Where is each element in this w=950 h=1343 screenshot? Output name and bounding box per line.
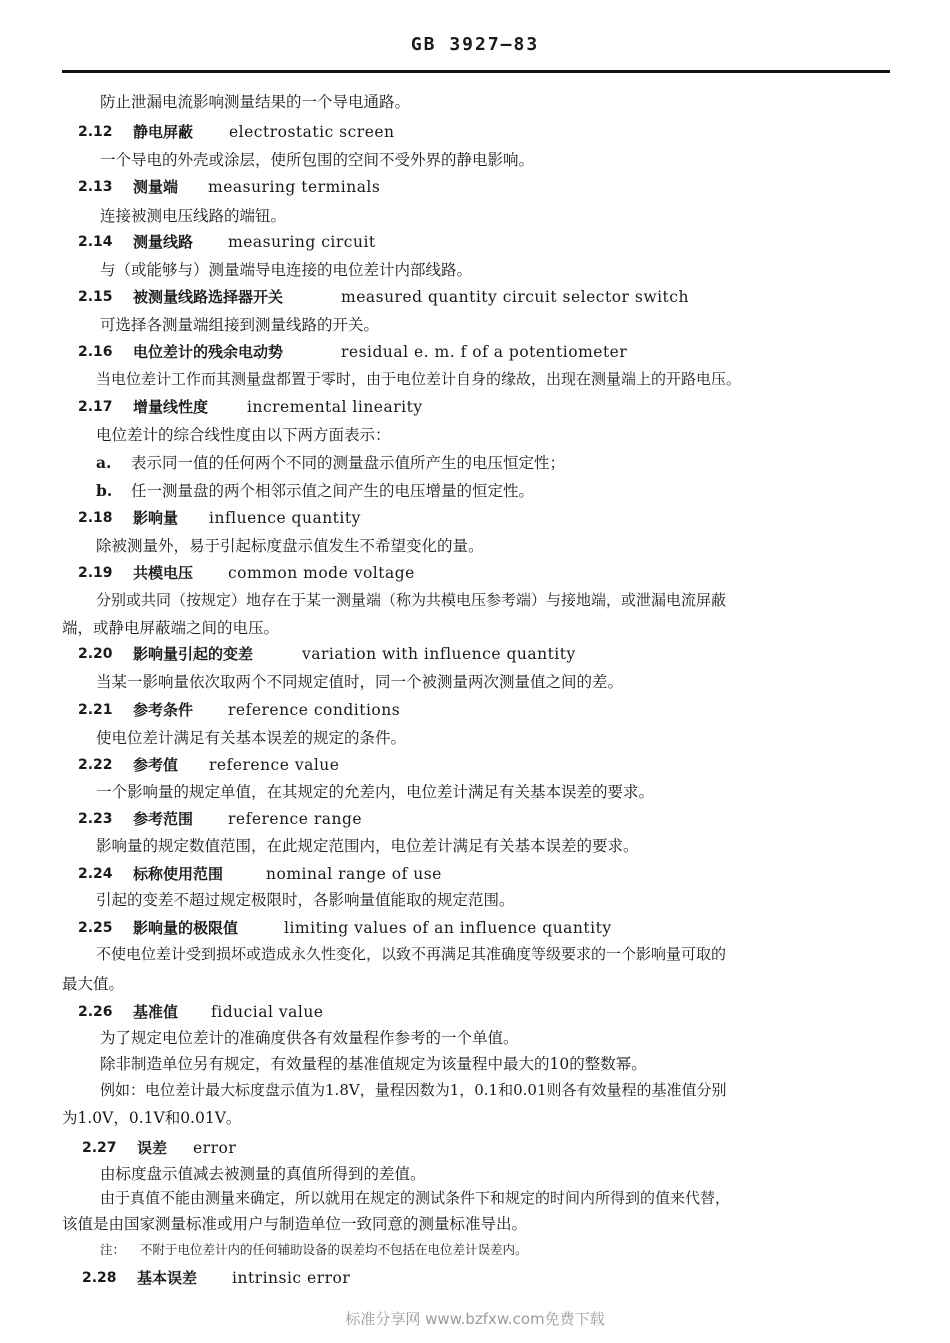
term-name: 误差 [137,1139,168,1157]
body-line: 例如：电位差计最大标度盘示值为1.8V，量程因数为1，0.1和0.01则各有效量程的基准值分别 [100,1081,727,1099]
term-english: measuring terminals [208,178,381,196]
list-text: 任一测量盘的两个相邻示值之间产生的电压增量的恒定性。 [131,482,535,500]
clause-number: 2.22 [78,757,113,773]
term-english: reference range [228,810,363,828]
body-line: 不使电位差计受到损坏或造成永久性变化，以致不再满足其准确度等级要求的一个影响量可取的 [96,945,727,963]
body-line: 使电位差计满足有关基本误差的规定的条件。 [96,729,407,747]
body-line: 该值是由国家测量标准或用户与制造单位一致同意的测量标准导出。 [62,1215,528,1233]
body-line: 除被测量外，易于引起标度盘示值发生不希望变化的量。 [96,537,484,555]
term-name: 增量线性度 [133,398,209,416]
term-name: 参考范围 [133,810,194,828]
body-line: 当电位差计工作而其测量盘都置于零时，由于电位差计自身的缘故，出现在测量端上的开路电压。 [96,370,742,388]
term-english: fiducial value [211,1003,324,1021]
body-line: 端，或静电屏蔽端之间的电压。 [62,619,280,637]
body-line: 可选择各测量端组接到测量线路的开关。 [100,316,380,334]
body-line: 影响量的规定数值范围，在此规定范围内，电位差计满足有关基本误差的要求。 [96,837,639,855]
list-text: 表示同一值的任何两个不同的测量盘示值所产生的电压恒定性； [131,454,566,472]
term-name: 影响量 [133,509,179,527]
term-name: 测量线路 [133,233,194,251]
term-english: measured quantity circuit selector switch [341,288,689,306]
term-english: influence quantity [209,509,361,527]
header-rule [62,70,890,73]
term-name: 测量端 [133,178,179,196]
term-name: 基准值 [133,1003,179,1021]
clause-number: 2.25 [78,920,113,936]
body-line: 引起的变差不超过规定极限时，各影响量值能取的规定范围。 [96,891,515,909]
term-name: 静电屏蔽 [133,123,194,141]
term-english: electrostatic screen [229,123,395,141]
body-line: 一个影响量的规定单值，在其规定的允差内，电位差计满足有关基本误差的要求。 [96,783,655,801]
body-line: 当某一影响量依次取两个不同规定值时，同一个被测量两次测量值之间的差。 [96,673,624,691]
term-english: residual e. m. f of a potentiometer [341,343,628,361]
note-text: 不附于电位差计内的任何辅助设备的误差均不包括在电位差计误差内。 [140,1242,528,1257]
body-line: 防止泄漏电流影响测量结果的一个导电通路。 [100,93,411,111]
body-line: 电位差计的综合线性度由以下两方面表示： [96,426,391,444]
clause-number: 2.14 [78,234,113,250]
note-label: 注： [100,1242,126,1257]
term-name: 电位差计的残余电动势 [133,343,284,361]
clause-number: 2.26 [78,1004,113,1020]
body-line: 为了规定电位差计的准确度供各有效量程作参考的一个单值。 [100,1029,519,1047]
body-line: 由于真值不能由测量来确定，所以就用在规定的测试条件下和规定的时间内所得到的值来代替， [100,1189,731,1207]
term-english: reference conditions [228,701,401,719]
list-marker: b. [96,481,113,500]
term-english: incremental linearity [247,398,423,416]
body-line: 分别或共同（按规定）地存在于某一测量端（称为共模电压参考端）与接地端，或泄漏电流屏蔽 [96,591,727,609]
term-english: limiting values of an influence quantity [284,919,612,937]
clause-number: 2.24 [78,866,113,882]
list-marker: a. [96,453,112,472]
term-english: reference value [209,756,340,774]
clause-number: 2.16 [78,344,113,360]
term-name: 参考值 [133,756,179,774]
term-english: intrinsic error [232,1269,351,1287]
clause-number: 2.21 [78,702,113,718]
term-english: common mode voltage [228,564,415,582]
term-english: nominal range of use [266,865,442,883]
clause-number: 2.15 [78,289,113,305]
term-name: 参考条件 [133,701,194,719]
term-name: 影响量的极限值 [133,919,239,937]
clause-number: 2.19 [78,565,113,581]
clause-number: 2.12 [78,124,113,140]
term-english: variation with influence quantity [302,645,576,663]
body-line: 连接被测电压线路的端钮。 [100,207,287,225]
clause-number: 2.28 [82,1270,117,1286]
term-english: error [193,1139,237,1157]
clause-number: 2.27 [82,1140,117,1156]
body-line: 与（或能够与）测量端导电连接的电位差计内部线路。 [100,261,473,279]
clause-number: 2.18 [78,510,113,526]
body-line: 一个导电的外壳或涂层，使所包围的空间不受外界的静电影响。 [100,151,535,169]
body-line: 最大值。 [62,975,125,993]
term-english: measuring circuit [228,233,376,251]
term-name: 标称使用范围 [133,865,224,883]
clause-number: 2.20 [78,646,113,662]
clause-number: 2.23 [78,811,113,827]
body-line: 除非制造单位另有规定，有效量程的基准值规定为该量程中最大的10的整数幂。 [100,1055,647,1073]
term-name: 共模电压 [133,564,194,582]
watermark-footer: 标准分享网 www.bzfxw.com免费下载 [345,1310,605,1328]
body-line: 由标度盘示值减去被测量的真值所得到的差值。 [100,1165,426,1183]
clause-number: 2.17 [78,399,113,415]
term-name: 影响量引起的变差 [133,645,254,663]
body-line: 为1.0V，0.1V和0.01V。 [62,1109,242,1127]
term-name: 基本误差 [137,1269,198,1287]
term-name: 被测量线路选择器开关 [133,288,284,306]
clause-number: 2.13 [78,179,113,195]
standard-code-header: GB 3927—83 [410,34,540,55]
